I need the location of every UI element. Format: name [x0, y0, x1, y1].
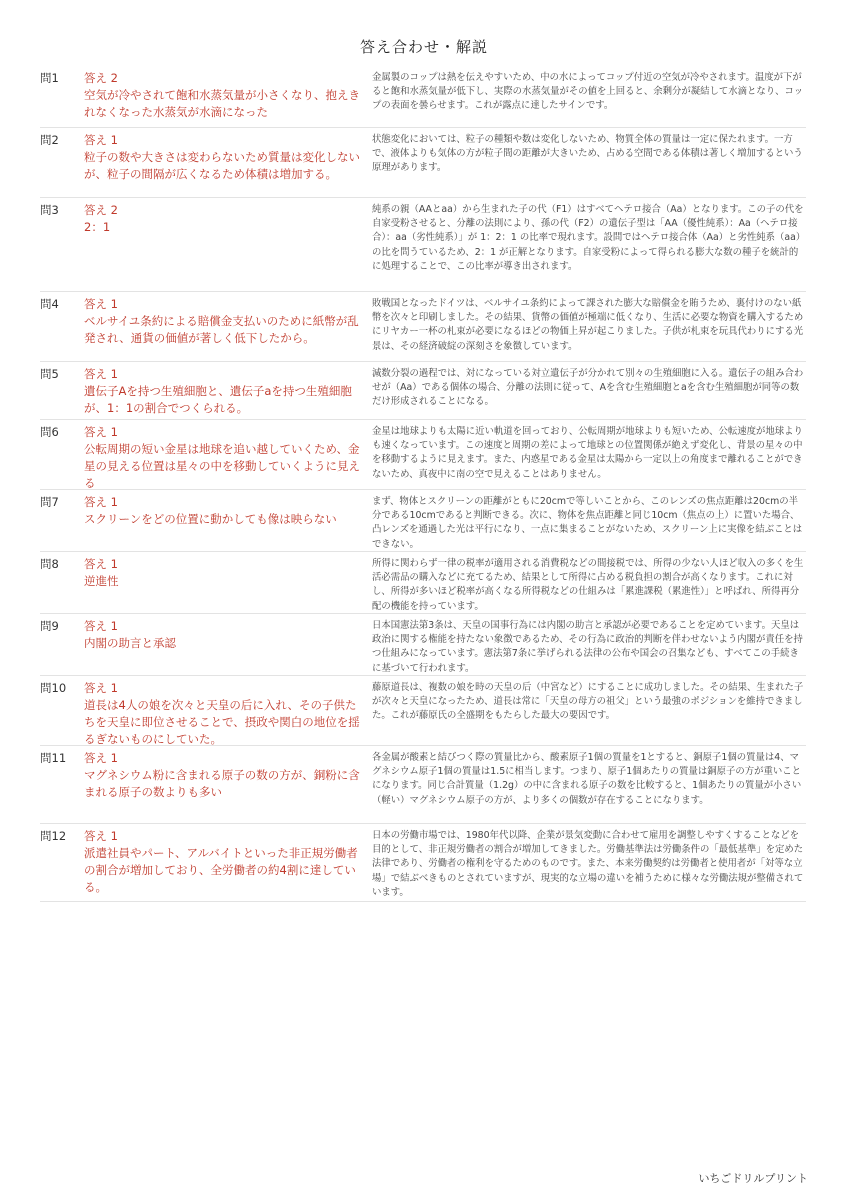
answer-text: ベルサイユ条約による賠償金支払いのために紙幣が乱発され、通貨の価値が著しく低下したから。 [84, 314, 359, 345]
explanation-text: 所得に関わらず一律の税率が適用される消費税などの間接税では、所得の少ない人ほど収入の多くを生活必需品の購入などに充てるため、結果として所得に占める税負担の割合が高くなります。これに対し、所得が多いほど税率が高くなる所得税などの仕組みは「累進課税（累進性）」と呼ばれ、所得再分配の機能を持っています。 [372, 558, 804, 612]
table-row [40, 552, 806, 614]
question-number: 問1 [40, 71, 59, 85]
answer-cell [84, 493, 372, 547]
answer-table [40, 66, 806, 902]
answer-label: 答え 1 [84, 681, 118, 695]
answer-cell [84, 749, 372, 819]
table-row [40, 490, 806, 552]
question-number: 問3 [40, 203, 59, 217]
table-row [40, 746, 806, 824]
table-row [40, 292, 806, 362]
table-row [40, 362, 806, 420]
answer-text: 粒子の数や大きさは変わらないため質量は変化しないが、粒子の間隔が広くなるため体積は増加する。 [84, 150, 360, 181]
answer-cell [84, 69, 372, 123]
table-row [40, 198, 806, 292]
answer-text: 逆進性 [84, 574, 119, 588]
explanation-text: 金星は地球よりも太陽に近い軌道を回っており、公転周期が地球よりも短いため、公転速度が地球よりも速くなっています。この速度と周期の差によって地球との位置関係が絶えず変化し、背景の星々の中を移動するように見えます。また、内惑星である金星は太陽から一定以上の角度まで離れることができないため、真夜中に南の空で見えることはありません。 [372, 426, 803, 480]
table-row [40, 66, 806, 128]
question-number: 問2 [40, 133, 59, 147]
answer-label: 答え 1 [84, 425, 118, 439]
answer-label: 答え 1 [84, 495, 118, 509]
answer-label: 答え 1 [84, 829, 118, 843]
answer-cell [84, 555, 372, 609]
page-title: 答え合わせ・解説 [359, 38, 488, 56]
answer-cell [84, 365, 372, 415]
answer-text: 空気が冷やされて飽和水蒸気量が小さくなり、抱えきれなくなった水蒸気が水滴になった [84, 88, 360, 119]
table-row [40, 676, 806, 746]
answer-label: 答え 1 [84, 619, 118, 633]
question-number: 問7 [40, 495, 59, 509]
question-number: 問10 [40, 681, 67, 695]
answer-text: 内閣の助言と承認 [84, 636, 176, 650]
explanation-text: 減数分裂の過程では、対になっている対立遺伝子が分かれて別々の生殖細胞に入る。遺伝子の組み合わせが（Aa）である個体の場合、分離の法則に従って、Aを含む生殖細胞とaを含む生殖細胞が同等の数だけ形成されることになる。 [372, 368, 804, 408]
answer-label: 答え 1 [84, 367, 118, 381]
answer-text: 2：1 [84, 220, 111, 234]
table-row [40, 614, 806, 676]
explanation-text: 金属製のコップは熱を伝えやすいため、中の水によってコップ付近の空気が冷やされます。温度が下がると飽和水蒸気量が低下し、実際の水蒸気量がその値を上回ると、余剰分が凝結して水滴となり、コップの表面を曇らせます。これが露点に達したサインです。 [372, 72, 804, 112]
answer-label: 答え 1 [84, 133, 118, 147]
answer-cell [84, 295, 372, 357]
answer-text: 公転周期の短い金星は地球を追い越していくため、金星の見える位置は星々の中を移動していくように見える [84, 442, 360, 490]
answer-label: 答え 1 [84, 557, 118, 571]
question-number: 問5 [40, 367, 59, 381]
footer-brand: いちごドリルプリント [698, 1172, 808, 1185]
question-number: 問12 [40, 829, 67, 843]
question-number: 問11 [40, 751, 67, 765]
answer-label: 答え 1 [84, 751, 118, 765]
table-row [40, 420, 806, 490]
answer-text: 遺伝子Aを持つ生殖細胞と、遺伝子aを持つ生殖細胞が、1：1の割合でつくられる。 [84, 384, 352, 415]
question-number: 問8 [40, 557, 59, 571]
answer-text: 派遣社員やパート、アルバイトといった非正規労働者の割合が増加しており、全労働者の約4割に達している。 [84, 846, 358, 894]
question-number: 問4 [40, 297, 59, 311]
answer-text: スクリーンをどの位置に動かしても像は映らない [84, 512, 337, 526]
answer-text: 道長は4人の娘を次々と天皇の后に入れ、その子供たちを天皇に即位させることで、摂政や関白の地位を揺るぎないものにしていた。 [84, 698, 360, 746]
answer-label: 答え 1 [84, 297, 118, 311]
explanation-text: 日本国憲法第3条は、天皇の国事行為には内閣の助言と承認が必要であることを定めています。天皇は政治に関する権能を持たない象徴であるため、その行為に政治的判断を伴わせないよう内閣が責任を持つ仕組みになっています。憲法第7条に挙げられる法律の公布や国会の召集なども、すべてこの手続きに基づいて行われます。 [372, 620, 803, 674]
answer-label: 答え 2 [84, 203, 118, 217]
answer-label: 答え 2 [84, 71, 118, 85]
question-number: 問9 [40, 619, 59, 633]
explanation-text: 各金属が酸素と結びつく際の質量比から、酸素原子1個の質量を1とすると、銅原子1個の質量は4、マグネシウム原子1個の質量は1.5に相当します。つまり、原子1個あたりの質量は銅原子の方が重いことになります。同じ合計質量（1.2g）の中に含まれる原子の数を比較すると、1個あたりの質量が小さい（軽い）マグネシウム原子の方が、より多くの個数が存在することになります。 [372, 752, 802, 806]
table-row [40, 128, 806, 198]
answer-cell [84, 827, 372, 897]
explanation-text: 日本の労働市場では、1980年代以降、企業が景気変動に合わせて雇用を調整しやすくすることなどを目的として、非正規労働者の割合が増加してきました。労働基準法は労働条件の「最低基準」を定めた法律であり、労働者の権利を守るためのものです。また、本来労働契約は労働者と使用者が「対等な立場」で結ぶべきものとされていますが、現実的な立場の違いを補うために様々な労働法規が整備されています。 [372, 830, 804, 898]
explanation-text: 状態変化においては、粒子の種類や数は変化しないため、物質全体の質量は一定に保たれます。一方で、液体よりも気体の方が粒子間の距離が大きいため、占める空間である体積は著しく増加するという原理があります。 [372, 134, 803, 174]
table-row [40, 824, 806, 902]
answer-cell [84, 201, 372, 287]
answer-text: マグネシウム粉に含まれる原子の数の方が、銅粉に含まれる原子の数よりも多い [84, 768, 360, 799]
answer-cell [84, 131, 372, 193]
explanation-text: 純系の親（AAとaa）から生まれた子の代（F1）はすべてヘテロ接合（Aa）となります。この子の代を自家受粉させると、分離の法則により、孫の代（F2）の遺伝子型は「AA（優性純系）：Aa（ヘテロ接合）：aa（劣性純系）」が 1：2：1 の比率で現れます。設問ではヘテロ接合体（Aa）と劣性純系（aa）の比を問うているため、2：1 が正解となります。自家受粉によって得られる膨大な数の種子を統計的に処理することで、この比率が導き出されます。 [372, 204, 806, 272]
answer-cell [84, 679, 372, 746]
answer-cell [84, 423, 372, 490]
question-number: 問6 [40, 425, 59, 439]
answer-cell [84, 617, 372, 671]
explanation-text: 藤原道長は、複数の娘を時の天皇の后（中宮など）にすることに成功しました。その結果、生まれた子が次々と天皇になったため、道長は常に「天皇の母方の祖父」という最強のポジションを維持できました。これが藤原氏の全盛期をもたらした最大の要因です。 [372, 682, 804, 722]
explanation-text: まず、物体とスクリーンの距離がともに20cmで等しいことから、このレンズの焦点距離は20cmの半分である10cmであると判断できる。次に、物体を焦点距離と同じ10cm（焦点の上）に置いた場合、凸レンズを通過した光は平行になり、一点に集まることがないため、スクリーン上に実像を結ぶことはできない。 [372, 496, 803, 550]
explanation-text: 敗戦国となったドイツは、ベルサイユ条約によって課された膨大な賠償金を賄うため、裏付けのない紙幣を次々と印刷しました。その結果、貨幣の価値が極端に低くなり、生活に必要な物資を購入するためにリヤカー一杯の札束が必要になるほどの物価上昇が起こりました。子供が札束を玩具代わりにする光景は、その経済破綻の深刻さを象徴しています。 [372, 298, 804, 352]
